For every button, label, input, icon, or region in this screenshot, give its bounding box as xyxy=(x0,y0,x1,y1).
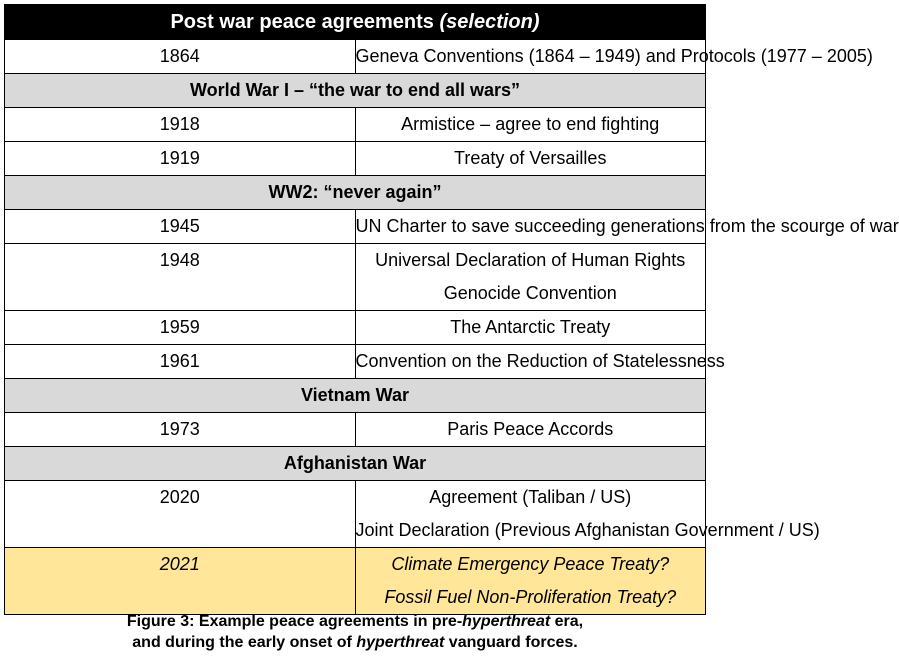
agreement-name: Armistice – agree to end fighting xyxy=(401,114,660,134)
table-row xyxy=(5,210,706,244)
year-cell: 1959 xyxy=(5,311,356,345)
agreement-name: Genocide Convention xyxy=(443,283,617,303)
section-header-row xyxy=(5,176,706,210)
table-title xyxy=(5,5,706,40)
agreement-cell xyxy=(355,345,725,379)
table-title-emphasis: (selection) xyxy=(439,11,540,33)
table-row xyxy=(5,311,706,345)
agreement-name: Geneva Conventions (1864 – 1949) and Protocols (1977 – 2005) xyxy=(355,46,873,66)
table-title-main: Post war peace agreements xyxy=(170,11,434,33)
year-cell: 1864 xyxy=(5,40,356,74)
table-row xyxy=(5,108,706,142)
agreement-cell xyxy=(355,311,706,345)
year-cell: 2021 xyxy=(5,548,356,615)
year-cell: 1961 xyxy=(5,345,356,379)
caption-line-2: and during the early onset of hyperthreat vanguard forces. xyxy=(132,634,578,651)
agreement-cell xyxy=(355,413,706,447)
agreement-cell xyxy=(355,481,820,548)
table-row xyxy=(5,40,706,74)
year-cell: 1945 xyxy=(5,210,356,244)
agreement-cell xyxy=(355,210,899,244)
agreement-name: Joint Declaration (Previous Afghanistan Government / US) xyxy=(355,520,820,540)
table-row xyxy=(5,345,706,379)
section-header-row xyxy=(5,379,706,413)
table-title-row xyxy=(5,5,706,40)
section-header-row xyxy=(5,447,706,481)
section-header: Vietnam War xyxy=(5,379,706,413)
agreement-cell xyxy=(355,548,706,615)
agreement-cell xyxy=(355,244,706,311)
table-row xyxy=(5,142,706,176)
agreement-name: UN Charter to save succeeding generations from the scourge of war xyxy=(355,216,899,236)
agreement-name: Climate Emergency Peace Treaty? xyxy=(391,554,670,574)
year-cell: 1973 xyxy=(5,413,356,447)
section-header: Afghanistan War xyxy=(5,447,706,481)
table-row xyxy=(5,413,706,447)
agreement-cell xyxy=(355,142,706,176)
agreement-cell xyxy=(355,40,873,74)
section-header: World War I – “the war to end all wars” xyxy=(5,74,706,108)
highlight-row xyxy=(5,548,706,615)
agreement-name: Universal Declaration of Human Rights xyxy=(375,250,686,270)
year-cell: 2020 xyxy=(5,481,356,548)
year-cell: 1918 xyxy=(5,108,356,142)
table-row xyxy=(5,481,706,548)
figure-caption xyxy=(0,611,710,653)
section-header-row xyxy=(5,74,706,108)
agreement-name: Convention on the Reduction of Statelessness xyxy=(355,351,725,371)
peace-agreements-table-container xyxy=(4,4,899,615)
agreement-name: Treaty of Versailles xyxy=(454,148,607,168)
agreement-name: Paris Peace Accords xyxy=(447,419,614,439)
section-header: WW2: “never again” xyxy=(5,176,706,210)
agreement-name: Agreement (Taliban / US) xyxy=(429,487,632,507)
peace-agreements-table xyxy=(4,4,899,615)
agreement-name: Fossil Fuel Non-Proliferation Treaty? xyxy=(384,587,677,607)
table-row xyxy=(5,244,706,311)
caption-line-1: Figure 3: Example peace agreements in pre-hyperthreat era, xyxy=(126,613,584,630)
agreement-name: The Antarctic Treaty xyxy=(450,317,611,337)
year-cell: 1948 xyxy=(5,244,356,311)
year-cell: 1919 xyxy=(5,142,356,176)
agreement-cell xyxy=(355,108,706,142)
